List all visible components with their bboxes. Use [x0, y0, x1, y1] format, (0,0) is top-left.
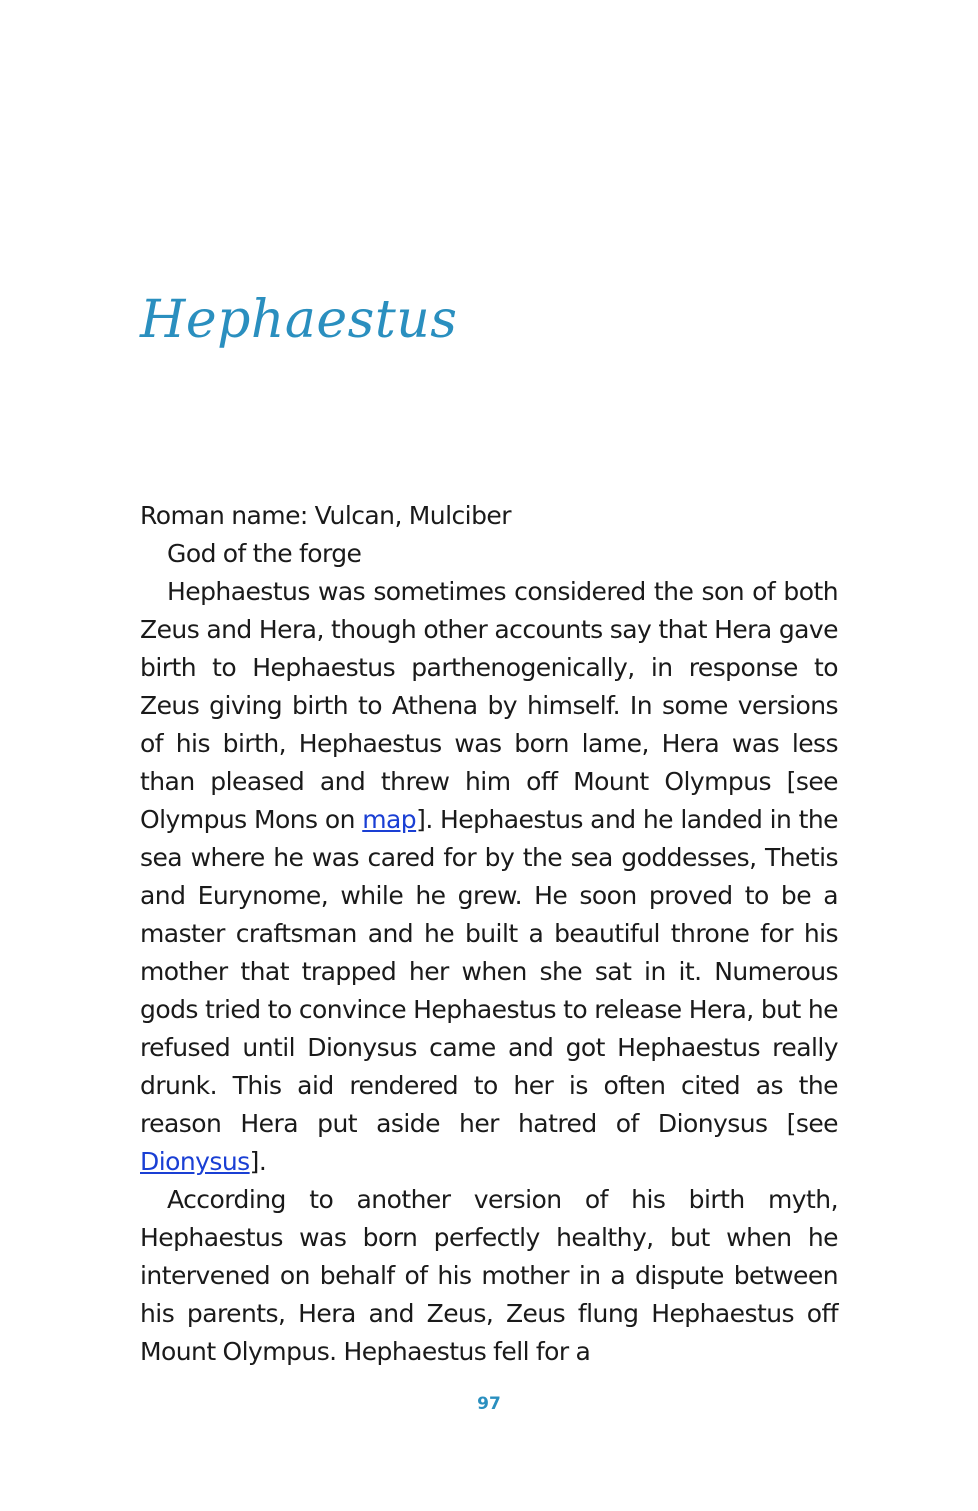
- chapter-title: Hephaestus: [140, 290, 458, 350]
- body-text: [140, 497, 838, 1371]
- paragraph-text: ].: [249, 1147, 267, 1176]
- dionysus-link[interactable]: Dionysus: [140, 1147, 250, 1176]
- paragraph-alternate-myth: According to another version of his birth myth, Hephaestus was born perfectly healthy, but when he intervened on behalf of his mother in a dispute between his parents, Hera and Zeus, Zeus flung Hephaestus off Mount Olympus. Hephaestus fell for a: [140, 1185, 838, 1366]
- epithet-line: God of the forge: [167, 539, 362, 568]
- roman-name-line: Roman name: Vulcan, Mulciber: [140, 501, 511, 530]
- page-number: 97: [477, 1394, 501, 1414]
- paragraph-birth-myth: [140, 573, 838, 1181]
- paragraph-text: ]. Hephaestus and he landed in the sea where he was cared for by the sea goddesses, Thetis and Eurynome, while he grew. He soon proved to be a master craftsman and he built a beautiful throne for his mother that trapped her when she sat in it. Numerous gods tried to convince Hephaestus to release Hera, but he refused until Dionysus came and got Hephaestus really drunk. This aid rendered to her is often cited as the reason Hera put aside her hatred of Dionysus [see: [140, 805, 838, 1138]
- paragraph-text: Hephaestus was sometimes considered the son of both Zeus and Hera, though other accounts say that Hera gave birth to Hephaestus parthenogenically, in response to Zeus giving birth to Athena by himself. In some versions of his birth, Hephaestus was born lame, Hera was less than pleased and threw him off Mount Olympus [see Olympus Mons on: [140, 577, 838, 834]
- map-link[interactable]: map: [362, 805, 417, 834]
